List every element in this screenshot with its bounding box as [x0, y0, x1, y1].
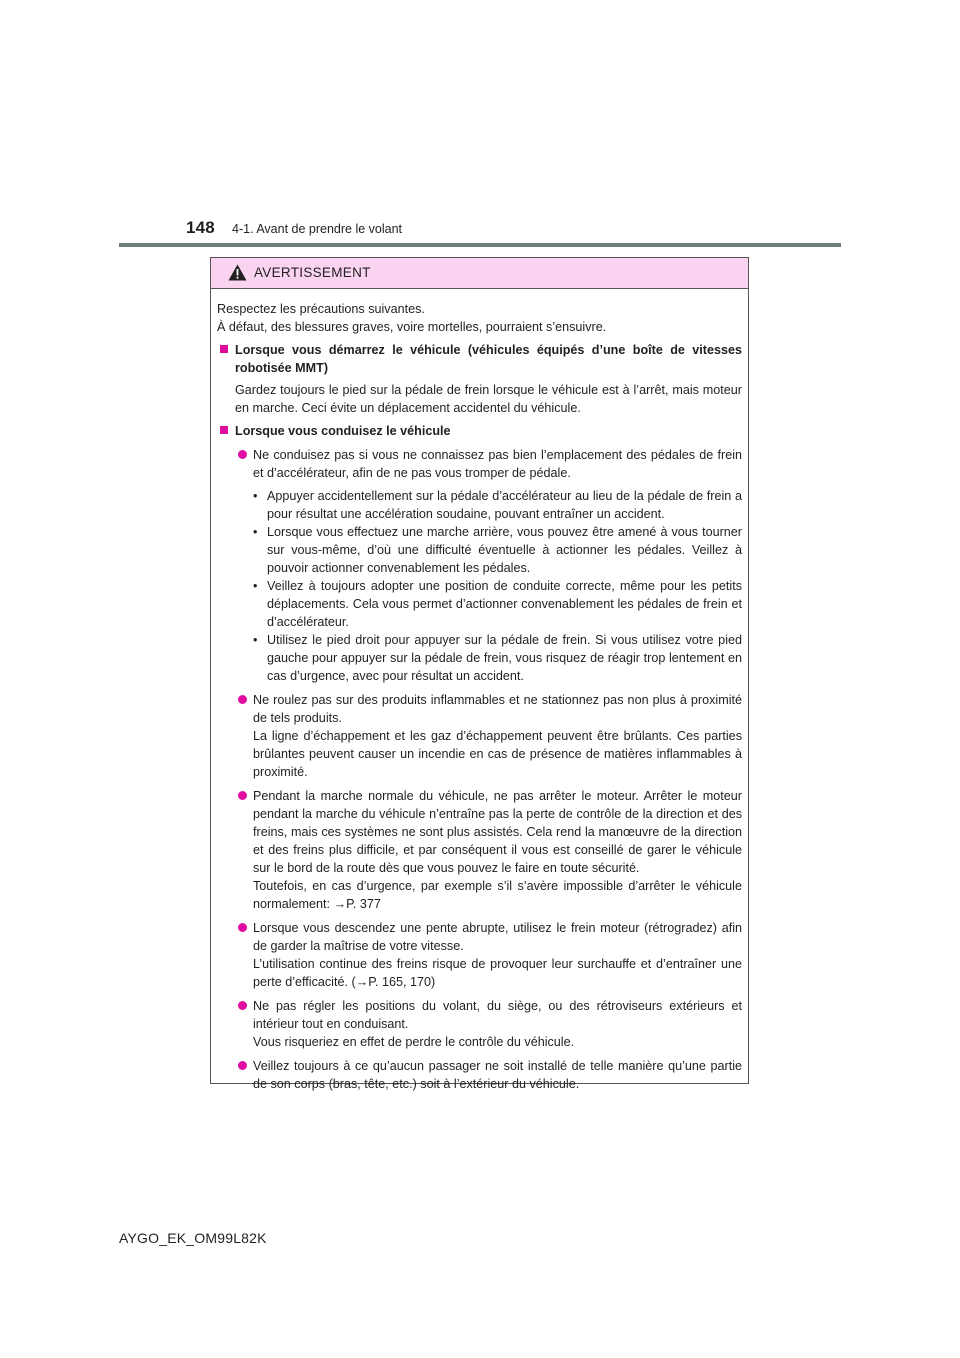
list-item-text: Ne pas régler les positions du volant, du siège, ou des rétroviseurs extérieurs et intérieur tout en conduisant. Vous risqueriez en effet de perdre le contrôle du véhicule.: [253, 999, 742, 1049]
sub-list-item: [253, 577, 742, 631]
warning-header: [211, 258, 748, 289]
round-bullet-icon: [238, 450, 247, 459]
list-item: [235, 919, 742, 991]
sub-item-text: Appuyer accidentellement sur la pédale d’accélérateur au lieu de la pédale de frein a pour résultat une accélération soudaine, pouvant entraîner un accident.: [267, 489, 742, 521]
list-item-text: Veillez toujours à ce qu’aucun passager ne soit installé de telle manière qu’une partie de son corps (bras, tête, etc.) soit à l’extérieur du véhicule.: [253, 1059, 742, 1091]
header-divider: [119, 243, 841, 247]
section-heading: Lorsque vous conduisez le véhicule: [235, 424, 451, 438]
sub-item-text: Veillez à toujours adopter une position de conduite correcte, même pour les petits déplacements. Cela vous permet d’actionner convenablement les pédales de frein et d’accélérateur.: [267, 579, 742, 629]
list-item-text: Lorsque vous descendez une pente abrupte, utilisez le frein moteur (rétrogradez) afin de garder la maîtrise de votre vitesse. L’utilisation continue des freins risque de provoquer leur surchauffe et d’entraîner une perte d’efficacité. (→P. 165, 170): [253, 921, 742, 989]
list-item-text: Ne conduisez pas si vous ne connaissez pas bien l’emplacement des pédales de frein et d’accélérateur, afin de ne pas vous tromper de pédale.: [253, 448, 742, 480]
list-item: [235, 446, 742, 685]
square-bullet-icon: [220, 426, 228, 434]
list-item: [235, 787, 742, 913]
sub-list-item: [253, 631, 742, 685]
sub-list-item: [253, 487, 742, 523]
warning-body: [211, 289, 748, 1093]
dot-bullet-icon: •: [253, 633, 258, 647]
dot-bullet-icon: •: [253, 579, 258, 593]
section-heading: Lorsque vous démarrez le véhicule (véhicules équipés d’une boîte de vitesses robotisée MMT): [235, 343, 742, 375]
section-title: 4-1. Avant de prendre le volant: [232, 222, 403, 236]
sub-list: [253, 487, 742, 685]
sub-list-item: [253, 523, 742, 577]
warning-triangle-icon: [228, 264, 247, 281]
round-bullet-icon: [238, 1061, 247, 1070]
dot-bullet-icon: •: [253, 489, 258, 503]
warning-section: [217, 422, 742, 1093]
warning-intro: Respectez les précautions suivantes. À défaut, des blessures graves, voire mortelles, pourraient s’ensuivre.: [217, 302, 607, 334]
sub-item-text: Utilisez le pied droit pour appuyer sur la pédale de frein. Si vous utilisez votre pied gauche pour appuyer sur la pédale de frein, vous risquez de réagir trop lentement en cas d’urgence, avec pour résultat un accident.: [267, 633, 742, 683]
list-item: [235, 997, 742, 1051]
warning-section: [217, 341, 742, 417]
list-item: [235, 1057, 742, 1093]
document-code: AYGO_EK_OM99L82K: [119, 1230, 267, 1246]
round-bullet-icon: [238, 923, 247, 932]
dot-bullet-icon: •: [253, 525, 258, 539]
list-item: [235, 691, 742, 781]
warning-title: AVERTISSEMENT: [254, 265, 371, 280]
round-bullet-icon: [238, 695, 247, 704]
sub-item-text: Lorsque vous effectuez une marche arrière, vous pouvez être amené à vous tourner sur vous-même, d’où une difficulté éventuelle à actionner les pédales. Veillez à pouvoir actionner convenablement les pédales.: [267, 525, 742, 575]
warning-box: [210, 257, 749, 1091]
list-item-text: Pendant la marche normale du véhicule, ne pas arrêter le moteur. Arrêter le moteur pendant la marche du véhicule n’entraîne pas la perte de contrôle de la direction et des freins, mais ces systèmes ne sont plus assistés. Cela rend la manœuvre de la direction et des freins plus difficile, et par conséquent il vous est conseillé de garer le véhicule sur le bord de la route dès que vous pouvez le faire en toute sécurité. Toutefois, en cas d’urgence, par exemple s’il s’avère impossible d’arrêter le véhicule normalement: →P. 377: [253, 789, 742, 911]
section-text: Gardez toujours le pied sur la pédale de frein lorsque le véhicule est à l’arrêt, mais moteur en marche. Ceci évite un déplacement accidentel du véhicule.: [235, 383, 742, 415]
page-number: 148: [186, 218, 215, 237]
round-bullet-icon: [238, 791, 247, 800]
square-bullet-icon: [220, 345, 228, 353]
list-item-text: Ne roulez pas sur des produits inflammables et ne stationnez pas non plus à proximité de tels produits. La ligne d’échappement et les gaz d’échappement peuvent être brûlants. Ces parties brûlantes peuvent causer un incendie en cas de présence de matières inflammables à proximité.: [253, 693, 742, 779]
round-bullet-icon: [238, 1001, 247, 1010]
